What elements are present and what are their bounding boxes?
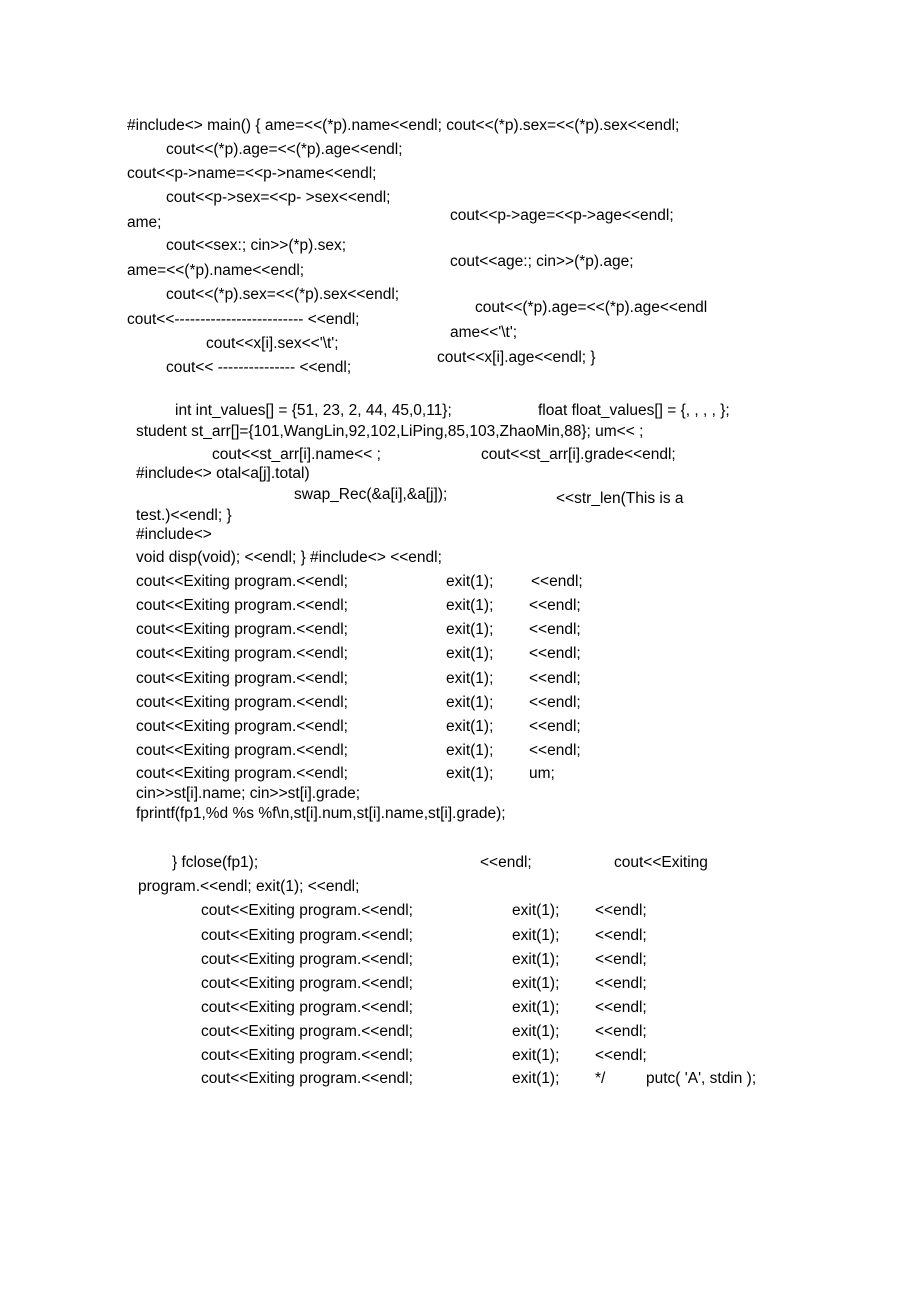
exit-tail: <<endl; <box>531 573 583 590</box>
code-line: cout<<(*p).sex=<<(*p).sex<<endl; <box>166 286 400 303</box>
exit-tail: <<endl; <box>529 718 581 735</box>
exit-call: exit(1); <box>512 927 560 944</box>
exit-call: exit(1); <box>446 645 494 662</box>
exit-cmd: cout<<Exiting program.<<endl; <box>201 975 413 992</box>
exit-tail: <<endl; <box>595 902 647 919</box>
code-line: cout<<st_arr[i].name<< ; <box>212 446 381 463</box>
code-line: <<endl; <box>480 854 532 871</box>
exit-call: exit(1); <box>446 621 494 638</box>
code-line: program.<<endl; exit(1); <<endl; <box>138 878 360 895</box>
code-line: test.)<<endl; } <box>136 507 232 524</box>
code-line: ame<<'\t'; <box>450 324 518 341</box>
code-line: cout<<------------------------- <<endl; <box>127 311 360 328</box>
code-line: ame; <box>127 214 162 231</box>
code-line: swap_Rec(&a[i],&a[j]); <box>294 486 448 503</box>
code-line: <<str_len(This is a <box>556 490 684 507</box>
exit-cmd: cout<<Exiting program.<<endl; <box>201 1047 413 1064</box>
code-line: cout<<p->name=<<p->name<<endl; <box>127 165 377 182</box>
exit-cmd: cout<<Exiting program.<<endl; <box>201 1070 413 1087</box>
code-line: cout<<(*p).age=<<(*p).age<<endl; <box>166 141 403 158</box>
exit-tail: <<endl; <box>529 742 581 759</box>
exit-cmd: cout<<Exiting program.<<endl; <box>201 951 413 968</box>
exit-tail: <<endl; <box>595 1023 647 1040</box>
code-line: } fclose(fp1); <box>172 854 259 871</box>
exit-cmd: cout<<Exiting program.<<endl; <box>136 597 348 614</box>
exit-cmd: cout<<Exiting program.<<endl; <box>201 927 413 944</box>
exit-cmd: cout<<Exiting program.<<endl; <box>136 694 348 711</box>
code-line: cout<<(*p).age=<<(*p).age<<endl <box>475 299 708 316</box>
code-line: void disp(void); <<endl; } #include<> <<endl; <box>136 549 442 566</box>
exit-call: exit(1); <box>512 902 560 919</box>
code-line: cout<<sex:; cin>>(*p).sex; <box>166 237 347 254</box>
exit-tail: <<endl; <box>529 694 581 711</box>
code-line: int int_values[] = {51, 23, 2, 44, 45,0,11}; <box>175 402 452 419</box>
code-line: cout<< --------------- <<endl; <box>166 359 352 376</box>
exit-call: exit(1); <box>446 765 494 782</box>
exit-cmd: cout<<Exiting program.<<endl; <box>201 999 413 1016</box>
exit-cmd: cout<<Exiting program.<<endl; <box>136 670 348 687</box>
exit-cmd: cout<<Exiting program.<<endl; <box>136 742 348 759</box>
code-line: */ <box>595 1070 606 1087</box>
code-line: fprintf(fp1,%d %s %f\n,st[i].num,st[i].name,st[i].grade); <box>136 805 506 822</box>
exit-call: exit(1); <box>512 1070 560 1087</box>
exit-tail: <<endl; <box>529 597 581 614</box>
exit-call: exit(1); <box>512 999 560 1016</box>
code-line: cout<<x[i].sex<<'\t'; <box>206 335 339 352</box>
exit-tail: <<endl; <box>529 670 581 687</box>
exit-cmd: cout<<Exiting program.<<endl; <box>136 621 348 638</box>
code-line: cout<<age:; cin>>(*p).age; <box>450 253 634 270</box>
code-line: cout<<st_arr[i].grade<<endl; <box>481 446 676 463</box>
exit-call: exit(1); <box>446 742 494 759</box>
exit-tail: <<endl; <box>595 927 647 944</box>
code-line: student st_arr[]={101,WangLin,92,102,LiPing,85,103,ZhaoMin,88}; um<< ; <box>136 423 644 440</box>
exit-tail: <<endl; <box>595 951 647 968</box>
exit-cmd: cout<<Exiting program.<<endl; <box>201 1023 413 1040</box>
exit-call: exit(1); <box>446 694 494 711</box>
exit-cmd: cout<<Exiting program.<<endl; <box>136 718 348 735</box>
code-line: #include<> <box>136 526 212 543</box>
code-line: cin>>st[i].name; cin>>st[i].grade; <box>136 785 361 802</box>
code-line: putc( 'A', stdin ); <box>646 1070 757 1087</box>
code-line: cout<<x[i].age<<endl; } <box>437 349 596 366</box>
exit-call: exit(1); <box>512 975 560 992</box>
exit-tail: <<endl; <box>595 975 647 992</box>
code-line: um; <box>529 765 555 782</box>
exit-cmd: cout<<Exiting program.<<endl; <box>136 765 348 782</box>
exit-tail: <<endl; <box>529 621 581 638</box>
code-line: #include<> main() { ame=<<(*p).name<<endl; cout<<(*p).sex=<<(*p).sex<<endl; <box>127 117 680 134</box>
exit-cmd: cout<<Exiting program.<<endl; <box>201 902 413 919</box>
exit-call: exit(1); <box>512 1023 560 1040</box>
exit-call: exit(1); <box>512 951 560 968</box>
exit-call: exit(1); <box>446 718 494 735</box>
code-line: ame=<<(*p).name<<endl; <box>127 262 305 279</box>
exit-tail: <<endl; <box>529 645 581 662</box>
exit-tail: <<endl; <box>595 1047 647 1064</box>
code-line: float float_values[] = {, , , , }; <box>538 402 730 419</box>
exit-call: exit(1); <box>446 670 494 687</box>
exit-call: exit(1); <box>512 1047 560 1064</box>
exit-cmd: cout<<Exiting program.<<endl; <box>136 573 348 590</box>
exit-tail: <<endl; <box>595 999 647 1016</box>
code-line: cout<<p->age=<<p->age<<endl; <box>450 207 674 224</box>
code-line: cout<<Exiting <box>614 854 708 871</box>
exit-call: exit(1); <box>446 597 494 614</box>
exit-cmd: cout<<Exiting program.<<endl; <box>136 645 348 662</box>
exit-call: exit(1); <box>446 573 494 590</box>
code-line: cout<<p->sex=<<p- >sex<<endl; <box>166 189 391 206</box>
code-line: #include<> otal<a[j].total) <box>136 465 310 482</box>
